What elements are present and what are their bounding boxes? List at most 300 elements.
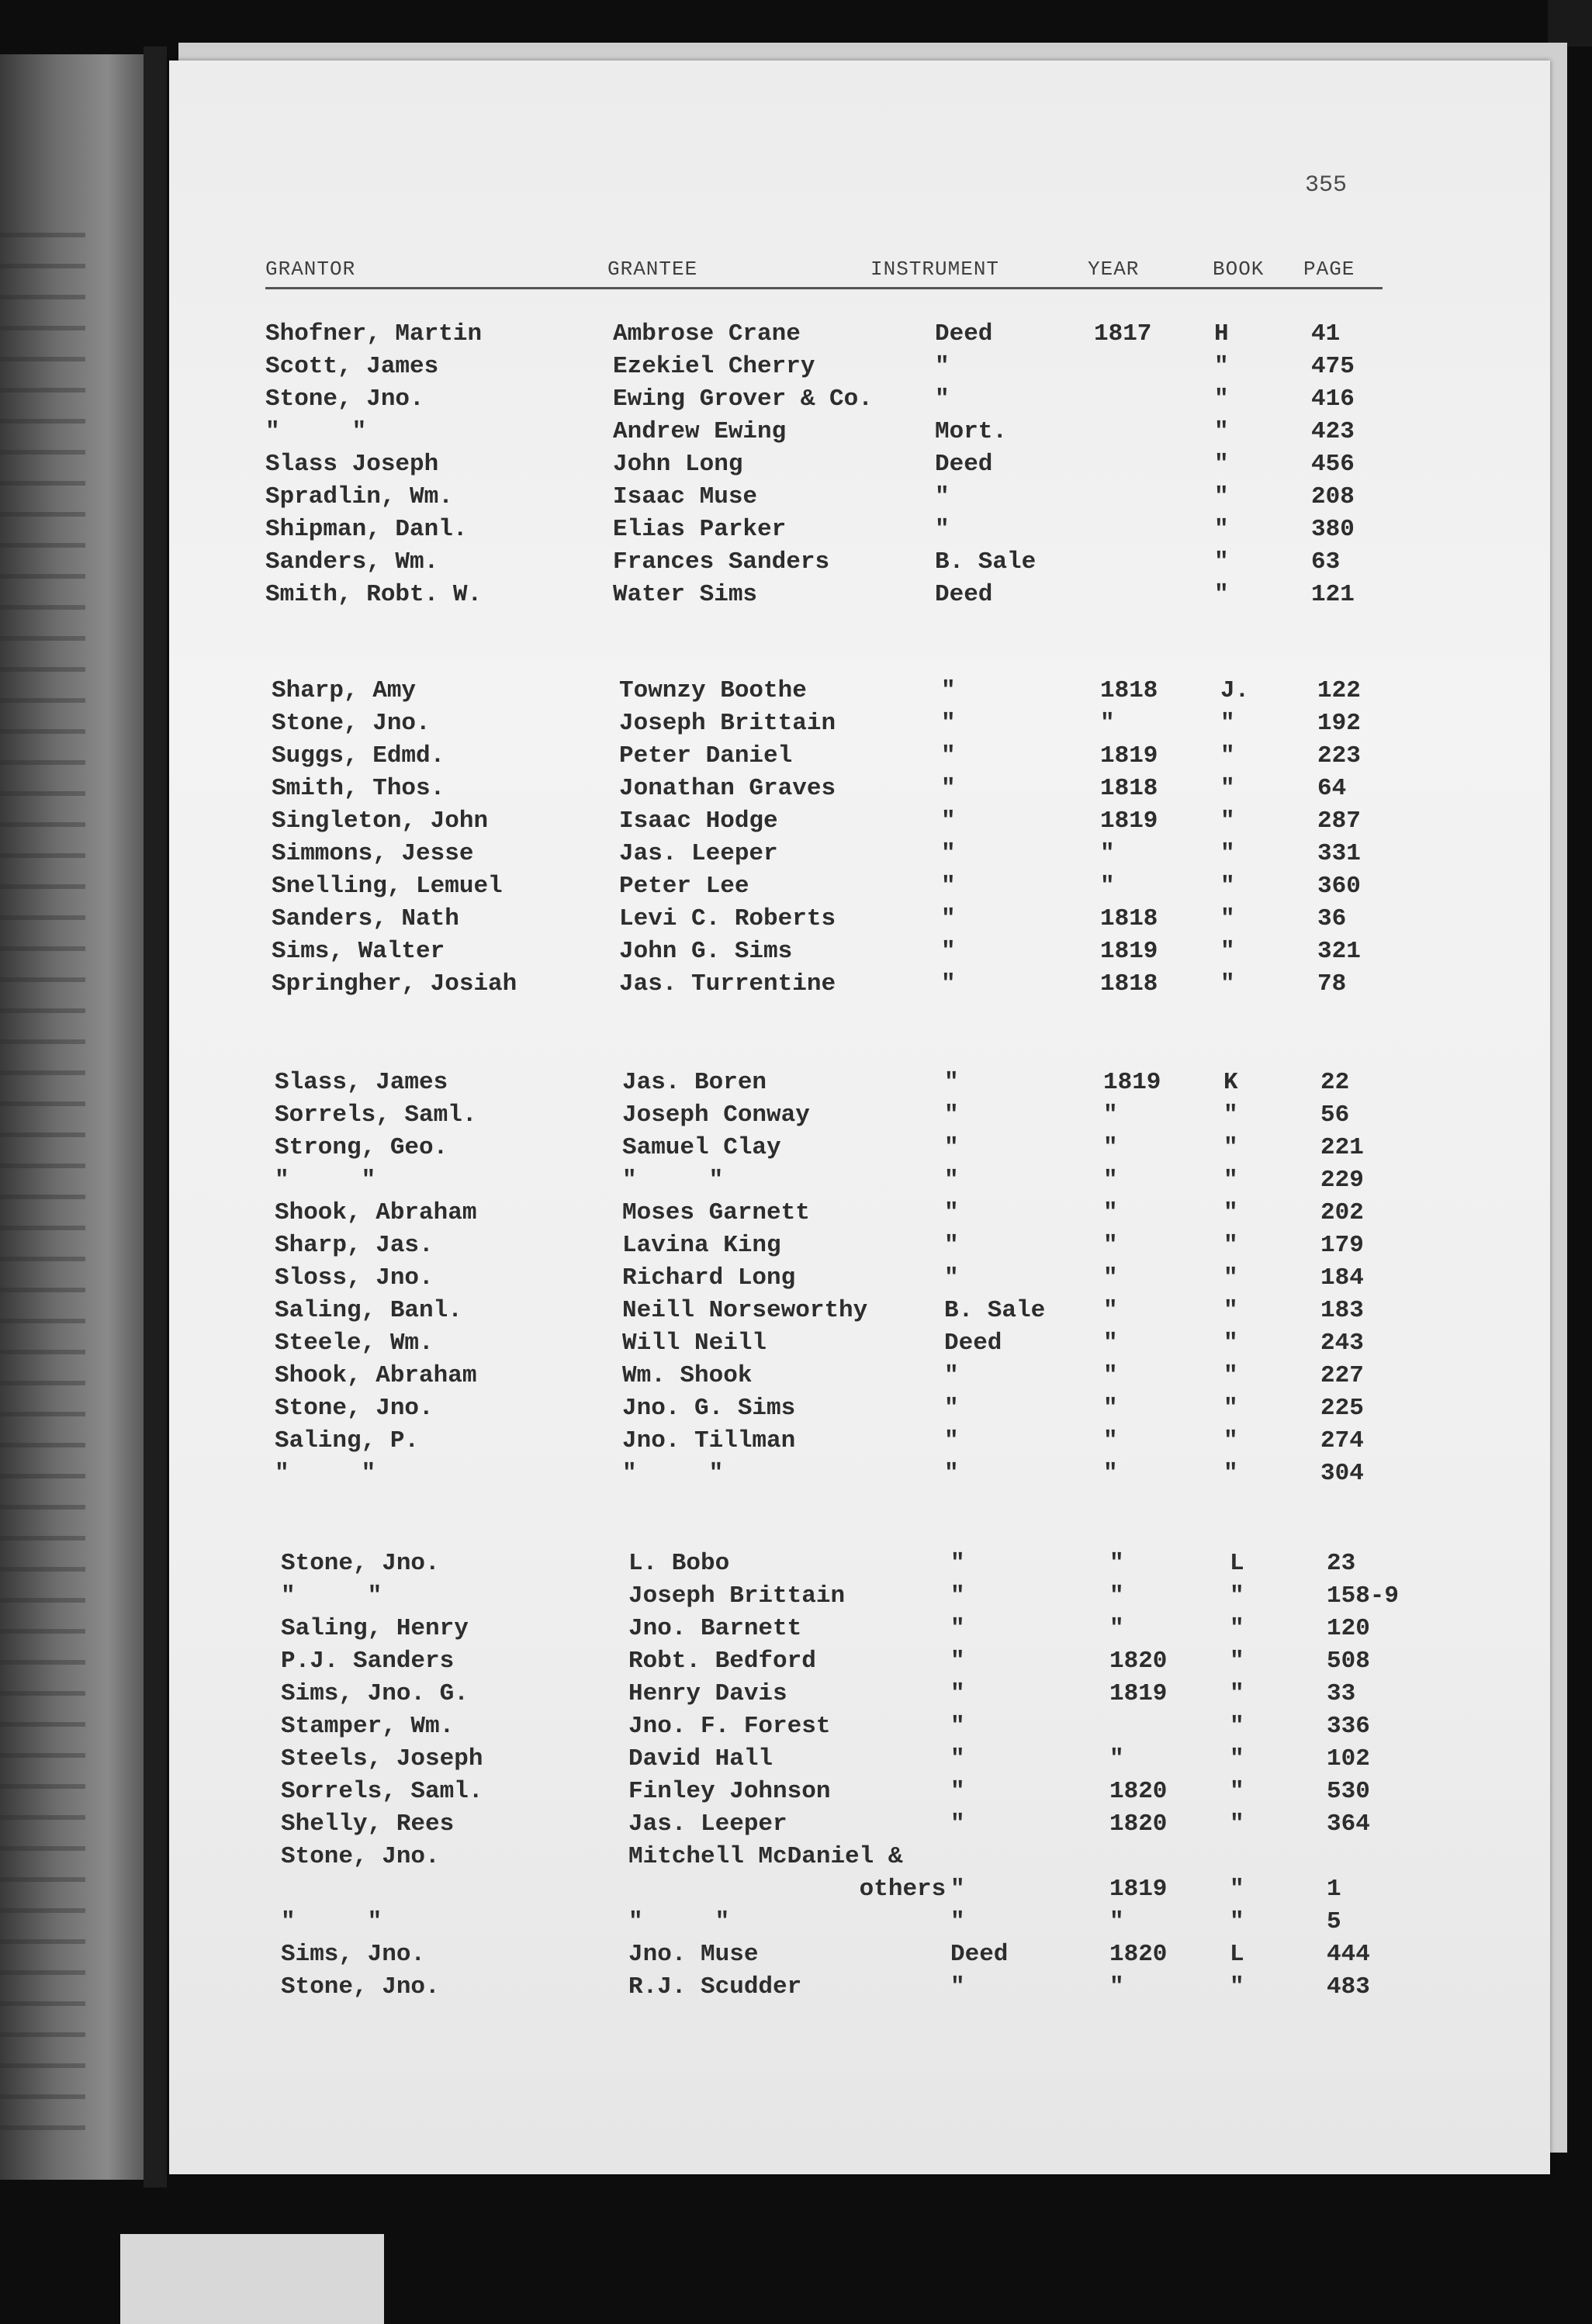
- year-cell: ": [1109, 1582, 1124, 1610]
- page-cell: 1: [1327, 1876, 1341, 1903]
- year-cell: 1818: [1100, 677, 1158, 704]
- instrument-cell: ": [941, 808, 956, 835]
- instrument-cell: ": [950, 1810, 965, 1838]
- year-cell: ": [1103, 1134, 1118, 1161]
- grantee-cell: Jonathan Graves: [619, 775, 836, 802]
- book-cell: ": [1230, 1648, 1244, 1675]
- grantor-cell: Stamper, Wm.: [281, 1713, 455, 1740]
- page-cell: 483: [1327, 1973, 1370, 2001]
- header-rule: [265, 287, 1383, 289]
- grantor-cell: " ": [275, 1460, 376, 1487]
- book-cell: ": [1214, 548, 1229, 576]
- book-cell: ": [1223, 1232, 1238, 1259]
- table-row: [0, 1425, 1592, 1458]
- grantor-cell: Stone, Jno.: [272, 710, 431, 737]
- year-cell: ": [1103, 1427, 1118, 1454]
- grantee-cell: Moses Garnett: [622, 1199, 810, 1226]
- grantor-cell: Steels, Joseph: [281, 1745, 483, 1772]
- grantor-cell: Sanders, Nath: [272, 905, 459, 932]
- book-cell: ": [1220, 970, 1235, 998]
- book-cell: L: [1230, 1941, 1244, 1968]
- grantor-cell: Stone, Jno.: [275, 1395, 434, 1422]
- bottom-scan-artifact: [120, 2234, 384, 2324]
- book-cell: ": [1220, 808, 1235, 835]
- grantee-cell: Richard Long: [622, 1264, 796, 1292]
- page-cell: 336: [1327, 1713, 1370, 1740]
- book-cell: ": [1223, 1362, 1238, 1389]
- page-cell: 179: [1320, 1232, 1364, 1259]
- grantor-cell: Sharp, Amy: [272, 677, 417, 704]
- table-row: [0, 1132, 1592, 1164]
- table-row: [0, 1938, 1592, 1971]
- grantee-cell: Joseph Brittain: [628, 1582, 846, 1610]
- instrument-cell: ": [944, 1362, 959, 1389]
- instrument-cell: ": [935, 353, 950, 380]
- year-cell: 1819: [1100, 938, 1158, 965]
- year-cell: ": [1103, 1101, 1118, 1129]
- year-cell: ": [1103, 1232, 1118, 1259]
- page-number: 355: [1305, 172, 1348, 199]
- grantor-cell: Sims, Walter: [272, 938, 445, 965]
- book-cell: ": [1230, 1810, 1244, 1838]
- table-row: [0, 935, 1592, 968]
- instrument-cell: Deed: [950, 1941, 1009, 1968]
- page-cell: 63: [1311, 548, 1341, 576]
- instrument-cell: B. Sale: [935, 548, 1037, 576]
- instrument-cell: ": [941, 970, 956, 998]
- instrument-cell: ": [944, 1134, 959, 1161]
- grantor-cell: Slass, James: [275, 1069, 448, 1096]
- grantor-cell: Smith, Robt. W.: [265, 581, 483, 608]
- header-year: YEAR: [1088, 258, 1140, 281]
- book-cell: K: [1223, 1069, 1238, 1096]
- instrument-cell: B. Sale: [944, 1297, 1046, 1324]
- page-cell: 41: [1311, 320, 1341, 348]
- year-cell: 1818: [1100, 970, 1158, 998]
- grantor-cell: Shofner, Martin: [265, 320, 483, 348]
- table-row: [0, 1229, 1592, 1262]
- year-cell: ": [1103, 1460, 1118, 1487]
- table-row: [0, 805, 1592, 838]
- book-cell: ": [1214, 451, 1229, 478]
- grantor-cell: Sanders, Wm.: [265, 548, 439, 576]
- year-cell: 1820: [1109, 1941, 1168, 1968]
- table-row: [0, 968, 1592, 1001]
- instrument-cell: ": [935, 483, 950, 510]
- instrument-cell: ": [944, 1427, 959, 1454]
- book-cell: ": [1230, 1876, 1244, 1903]
- table-row: [0, 1645, 1592, 1678]
- year-cell: ": [1103, 1362, 1118, 1389]
- table-row: [0, 740, 1592, 773]
- grantee-cell: Jno. Barnett: [628, 1615, 802, 1642]
- book-cell: J.: [1220, 677, 1250, 704]
- grantee-cell: Jas. Leeper: [619, 840, 778, 867]
- grantor-cell: Sims, Jno. G.: [281, 1680, 469, 1707]
- book-cell: ": [1214, 483, 1229, 510]
- page-cell: 227: [1320, 1362, 1364, 1389]
- grantor-cell: Stone, Jno.: [281, 1550, 440, 1577]
- table-row: [0, 1613, 1592, 1645]
- instrument-cell: ": [941, 938, 956, 965]
- table-row: [0, 675, 1592, 707]
- table-row: [0, 838, 1592, 870]
- instrument-cell: ": [941, 840, 956, 867]
- book-cell: ": [1223, 1264, 1238, 1292]
- page-cell: 456: [1311, 451, 1355, 478]
- book-cell: ": [1223, 1395, 1238, 1422]
- grantee-cell: Peter Lee: [619, 873, 749, 900]
- grantee-cell: Wm. Shook: [622, 1362, 753, 1389]
- table-row: [0, 1327, 1592, 1360]
- table-row: [0, 870, 1592, 903]
- year-cell: ": [1109, 1550, 1124, 1577]
- grantee-cell: Jas. Boren: [622, 1069, 767, 1096]
- table-row: [0, 416, 1592, 448]
- grantor-cell: Sorrels, Saml.: [275, 1101, 477, 1129]
- grantee-cell: Mitchell McDaniel &: [628, 1843, 903, 1870]
- book-cell: ": [1230, 1908, 1244, 1935]
- book-cell: ": [1223, 1460, 1238, 1487]
- grantee-cell: Robt. Bedford: [628, 1648, 816, 1675]
- grantee-cell: Isaac Muse: [613, 483, 758, 510]
- grantee-cell: Jas. Turrentine: [619, 970, 836, 998]
- table-row: [0, 383, 1592, 416]
- table-row: [0, 579, 1592, 611]
- page-cell: 508: [1327, 1648, 1370, 1675]
- book-cell: ": [1230, 1973, 1244, 2001]
- year-cell: ": [1109, 1908, 1124, 1935]
- table-row: [0, 1392, 1592, 1425]
- page-cell: 416: [1311, 386, 1355, 413]
- table-row: [0, 1776, 1592, 1808]
- grantor-cell: Stone, Jno.: [265, 386, 424, 413]
- grantor-cell: " ": [265, 418, 367, 445]
- grantor-cell: Scott, James: [265, 353, 439, 380]
- grantor-cell: Steele, Wm.: [275, 1330, 434, 1357]
- instrument-cell: ": [950, 1648, 965, 1675]
- book-cell: ": [1220, 742, 1235, 769]
- instrument-cell: ": [950, 1615, 965, 1642]
- table-row: [0, 481, 1592, 514]
- grantor-cell: Stone, Jno.: [281, 1843, 440, 1870]
- grantee-cell: Lavina King: [622, 1232, 781, 1259]
- page-cell: 229: [1320, 1167, 1364, 1194]
- page-cell: 475: [1311, 353, 1355, 380]
- table-row: [0, 1295, 1592, 1327]
- table-row: [0, 1841, 1592, 1873]
- year-cell: 1818: [1100, 775, 1158, 802]
- table-row: [0, 546, 1592, 579]
- grantee-cell: Finley Johnson: [628, 1778, 831, 1805]
- grantee-cell: Will Neill: [622, 1330, 767, 1357]
- book-cell: ": [1220, 775, 1235, 802]
- year-cell: ": [1103, 1297, 1118, 1324]
- table-row: [0, 1971, 1592, 2004]
- grantor-cell: Suggs, Edmd.: [272, 742, 445, 769]
- year-cell: 1820: [1109, 1778, 1168, 1805]
- page-cell: 380: [1311, 516, 1355, 543]
- page-cell: 122: [1317, 677, 1361, 704]
- year-cell: 1819: [1100, 742, 1158, 769]
- grantee-cell: " ": [628, 1908, 730, 1935]
- instrument-cell: Deed: [935, 320, 993, 348]
- grantor-cell: Saling, Henry: [281, 1615, 469, 1642]
- year-cell: 1819: [1100, 808, 1158, 835]
- grantor-cell: Springher, Josiah: [272, 970, 517, 998]
- year-cell: ": [1103, 1330, 1118, 1357]
- instrument-cell: ": [950, 1778, 965, 1805]
- table-row: [0, 1808, 1592, 1841]
- grantee-cell: " ": [622, 1460, 724, 1487]
- book-cell: ": [1220, 905, 1235, 932]
- year-cell: 1819: [1109, 1680, 1168, 1707]
- book-cell: ": [1214, 581, 1229, 608]
- instrument-cell: ": [944, 1395, 959, 1422]
- table-row: [0, 1873, 1592, 1906]
- table-row: [0, 1099, 1592, 1132]
- grantor-cell: Strong, Geo.: [275, 1134, 448, 1161]
- instrument-cell: ": [950, 1550, 965, 1577]
- instrument-cell: ": [935, 386, 950, 413]
- table-row: [0, 1360, 1592, 1392]
- instrument-cell: ": [950, 1876, 965, 1903]
- page-cell: 64: [1317, 775, 1347, 802]
- instrument-cell: ": [944, 1232, 959, 1259]
- instrument-cell: ": [944, 1167, 959, 1194]
- table-row: [0, 707, 1592, 740]
- year-cell: ": [1103, 1199, 1118, 1226]
- page-cell: 243: [1320, 1330, 1364, 1357]
- grantee-cell: Jno. F. Forest: [628, 1713, 831, 1740]
- book-cell: ": [1220, 840, 1235, 867]
- table-row: [0, 1580, 1592, 1613]
- page-cell: 444: [1327, 1941, 1370, 1968]
- page-cell: 120: [1327, 1615, 1370, 1642]
- book-cell: ": [1220, 938, 1235, 965]
- grantee-cell: Jno. G. Sims: [622, 1395, 796, 1422]
- grantee-cell: Levi C. Roberts: [619, 905, 836, 932]
- year-cell: 1820: [1109, 1810, 1168, 1838]
- book-cell: ": [1230, 1745, 1244, 1772]
- instrument-cell: ": [950, 1745, 965, 1772]
- instrument-cell: ": [950, 1680, 965, 1707]
- page-cell: 36: [1317, 905, 1347, 932]
- page-cell: 202: [1320, 1199, 1364, 1226]
- year-cell: 1817: [1094, 320, 1152, 348]
- background-corner: [1548, 0, 1592, 47]
- grantor-cell: Shelly, Rees: [281, 1810, 455, 1838]
- page-cell: 33: [1327, 1680, 1356, 1707]
- instrument-cell: Deed: [935, 581, 993, 608]
- grantee-cell: John G. Sims: [619, 938, 793, 965]
- page-cell: 184: [1320, 1264, 1364, 1292]
- book-cell: ": [1214, 353, 1229, 380]
- page-cell: 321: [1317, 938, 1361, 965]
- grantor-cell: Stone, Jno.: [281, 1973, 440, 2001]
- instrument-cell: ": [944, 1460, 959, 1487]
- instrument-cell: ": [950, 1973, 965, 2001]
- table-row: [0, 1164, 1592, 1197]
- grantee-cell: Joseph Conway: [622, 1101, 810, 1129]
- instrument-cell: ": [941, 742, 956, 769]
- grantor-cell: " ": [275, 1167, 376, 1194]
- grantor-cell: Shook, Abraham: [275, 1199, 477, 1226]
- book-cell: ": [1230, 1713, 1244, 1740]
- page-cell: 102: [1327, 1745, 1370, 1772]
- table-row: [0, 318, 1592, 351]
- instrument-cell: ": [935, 516, 950, 543]
- page-cell: 158-9: [1327, 1582, 1400, 1610]
- grantor-cell: Singleton, John: [272, 808, 489, 835]
- grantor-cell: Shook, Abraham: [275, 1362, 477, 1389]
- book-cell: ": [1230, 1582, 1244, 1610]
- book-cell: ": [1230, 1615, 1244, 1642]
- book-cell: ": [1214, 418, 1229, 445]
- page-cell: 331: [1317, 840, 1361, 867]
- table-row: [0, 514, 1592, 546]
- book-cell: ": [1223, 1134, 1238, 1161]
- grantor-cell: Slass Joseph: [265, 451, 439, 478]
- year-cell: ": [1100, 873, 1115, 900]
- table-row: [0, 448, 1592, 481]
- page-cell: 208: [1311, 483, 1355, 510]
- grantee-cell: Ambrose Crane: [613, 320, 801, 348]
- year-cell: 1818: [1100, 905, 1158, 932]
- table-row: [0, 1678, 1592, 1710]
- table-row: [0, 1458, 1592, 1490]
- grantee-cell: Ewing Grover & Co.: [613, 386, 873, 413]
- page-cell: 5: [1327, 1908, 1341, 1935]
- page-cell: 183: [1320, 1297, 1364, 1324]
- grantee-cell: Jno. Tillman: [622, 1427, 796, 1454]
- grantee-cell: Jas. Leeper: [628, 1810, 787, 1838]
- grantor-cell: Snelling, Lemuel: [272, 873, 503, 900]
- page-cell: 221: [1320, 1134, 1364, 1161]
- page-cell: 423: [1311, 418, 1355, 445]
- instrument-cell: ": [950, 1908, 965, 1935]
- grantor-cell: " ": [281, 1908, 382, 1935]
- header-instrument: INSTRUMENT: [870, 258, 1000, 281]
- grantee-cell: Townzy Boothe: [619, 677, 807, 704]
- year-cell: 1819: [1109, 1876, 1168, 1903]
- page-cell: 360: [1317, 873, 1361, 900]
- book-cell: ": [1220, 873, 1235, 900]
- page-cell: 23: [1327, 1550, 1356, 1577]
- grantee-cell: Neill Norseworthy: [622, 1297, 868, 1324]
- book-cell: ": [1214, 516, 1229, 543]
- table-row: [0, 1710, 1592, 1743]
- book-cell: H: [1214, 320, 1229, 348]
- header-book: BOOK: [1213, 258, 1265, 281]
- book-cell: ": [1220, 710, 1235, 737]
- grantee-cell: David Hall: [628, 1745, 774, 1772]
- grantee-cell: Henry Davis: [628, 1680, 787, 1707]
- table-row: [0, 1067, 1592, 1099]
- grantee-cell: " ": [622, 1167, 724, 1194]
- grantor-cell: " ": [281, 1582, 382, 1610]
- grantor-cell: Sharp, Jas.: [275, 1232, 434, 1259]
- grantor-cell: Simmons, Jesse: [272, 840, 474, 867]
- book-cell: ": [1230, 1778, 1244, 1805]
- header-grantee: GRANTEE: [607, 258, 698, 281]
- page-cell: 192: [1317, 710, 1361, 737]
- grantor-cell: P.J. Sanders: [281, 1648, 455, 1675]
- grantor-cell: Shipman, Danl.: [265, 516, 468, 543]
- grantee-cell: Elias Parker: [613, 516, 787, 543]
- grantor-cell: Spradlin, Wm.: [265, 483, 453, 510]
- year-cell: 1820: [1109, 1648, 1168, 1675]
- year-cell: ": [1100, 840, 1115, 867]
- instrument-cell: ": [950, 1582, 965, 1610]
- book-cell: ": [1223, 1297, 1238, 1324]
- book-cell: L: [1230, 1550, 1244, 1577]
- grantee-cell: R.J. Scudder: [628, 1973, 802, 2001]
- instrument-cell: Deed: [944, 1330, 1002, 1357]
- page-cell: 364: [1327, 1810, 1370, 1838]
- page-cell: 78: [1317, 970, 1347, 998]
- grantor-cell: Sloss, Jno.: [275, 1264, 434, 1292]
- grantee-cell: others: [628, 1876, 947, 1903]
- grantee-cell: Andrew Ewing: [613, 418, 787, 445]
- year-cell: ": [1109, 1973, 1124, 2001]
- book-cell: ": [1214, 386, 1229, 413]
- table-row: [0, 1743, 1592, 1776]
- grantee-cell: Samuel Clay: [622, 1134, 781, 1161]
- book-cell: ": [1223, 1101, 1238, 1129]
- page-cell: 121: [1311, 581, 1355, 608]
- instrument-cell: ": [944, 1199, 959, 1226]
- instrument-cell: ": [944, 1101, 959, 1129]
- instrument-cell: ": [941, 775, 956, 802]
- grantee-cell: John Long: [613, 451, 743, 478]
- book-cell: ": [1230, 1680, 1244, 1707]
- year-cell: 1819: [1103, 1069, 1161, 1096]
- grantee-cell: Jno. Muse: [628, 1941, 759, 1968]
- table-row: [0, 2004, 1592, 2036]
- instrument-cell: ": [950, 1713, 965, 1740]
- page-cell: 287: [1317, 808, 1361, 835]
- header-page: PAGE: [1303, 258, 1355, 281]
- grantor-cell: Sims, Jno.: [281, 1941, 426, 1968]
- instrument-cell: ": [944, 1264, 959, 1292]
- book-cell: ": [1223, 1199, 1238, 1226]
- grantee-cell: Water Sims: [613, 581, 758, 608]
- page-cell: 22: [1320, 1069, 1350, 1096]
- page-cell: 56: [1320, 1101, 1350, 1129]
- year-cell: ": [1100, 710, 1115, 737]
- page-cell: 225: [1320, 1395, 1364, 1422]
- year-cell: ": [1103, 1395, 1118, 1422]
- table-row: [0, 351, 1592, 383]
- page-cell: 223: [1317, 742, 1361, 769]
- table-row: [0, 1548, 1592, 1580]
- book-cell: ": [1223, 1167, 1238, 1194]
- instrument-cell: Mort.: [935, 418, 1008, 445]
- grantor-cell: Sorrels, Saml.: [281, 1778, 483, 1805]
- grantee-cell: Ezekiel Cherry: [613, 353, 815, 380]
- grantee-cell: Joseph Brittain: [619, 710, 836, 737]
- year-cell: ": [1109, 1745, 1124, 1772]
- table-row: [0, 903, 1592, 935]
- year-cell: ": [1109, 1615, 1124, 1642]
- book-cell: ": [1223, 1427, 1238, 1454]
- table-row: [0, 773, 1592, 805]
- instrument-cell: ": [941, 873, 956, 900]
- grantee-cell: L. Bobo: [628, 1550, 730, 1577]
- table-row: [0, 1262, 1592, 1295]
- table-row: [0, 1906, 1592, 1938]
